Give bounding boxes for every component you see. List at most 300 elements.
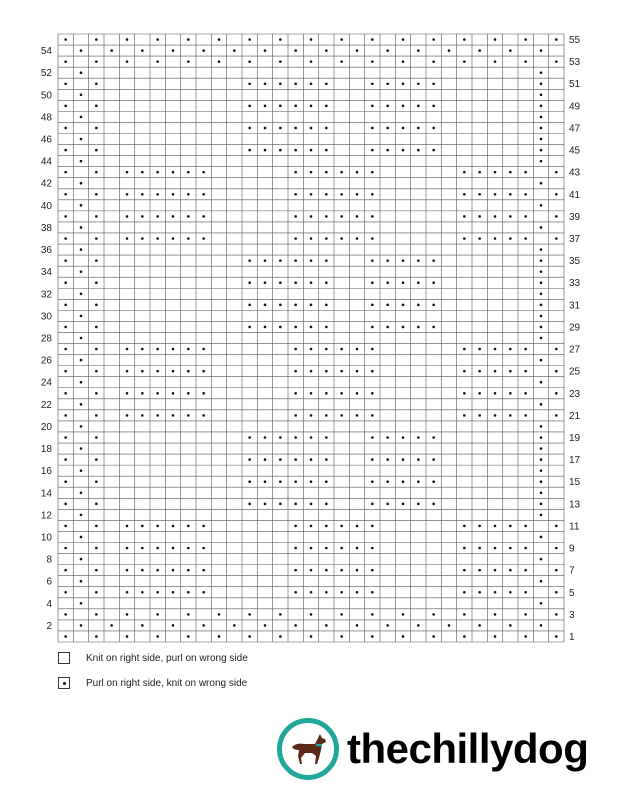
row-number-left: 10	[40, 532, 52, 544]
purl-stitch	[294, 149, 297, 152]
purl-stitch	[540, 49, 543, 52]
row-number-right: 11	[569, 521, 580, 533]
purl-stitch	[218, 635, 221, 638]
purl-stitch	[248, 259, 251, 262]
purl-stitch	[463, 193, 466, 196]
purl-stitch	[356, 215, 359, 218]
purl-stitch	[371, 38, 374, 41]
purl-stitch	[156, 414, 159, 417]
purl-stitch	[80, 315, 83, 318]
purl-stitch	[402, 436, 405, 439]
purl-stitch	[509, 370, 512, 373]
purl-stitch	[95, 458, 98, 461]
purl-stitch	[540, 226, 543, 229]
purl-stitch	[540, 337, 543, 340]
purl-stitch	[340, 193, 343, 196]
purl-stitch	[356, 569, 359, 572]
purl-stitch	[371, 105, 374, 108]
legend-purl-label: Purl on right side, knit on wrong side	[86, 677, 248, 689]
purl-stitch	[524, 348, 527, 351]
purl-stitch	[80, 71, 83, 74]
purl-stitch	[417, 458, 420, 461]
purl-stitch	[340, 414, 343, 417]
purl-stitch	[340, 547, 343, 550]
row-number-left: 42	[40, 178, 52, 190]
row-number-left: 12	[40, 510, 52, 522]
purl-stitch	[172, 569, 175, 572]
purl-stitch	[64, 149, 67, 152]
purl-stitch	[126, 525, 129, 528]
purl-stitch	[478, 370, 481, 373]
purl-stitch	[325, 569, 328, 572]
purl-stitch	[540, 381, 543, 384]
purl-stitch	[524, 547, 527, 550]
purl-stitch	[80, 116, 83, 119]
purl-stitch	[325, 547, 328, 550]
purl-stitch	[218, 613, 221, 616]
purl-stitch	[279, 60, 282, 63]
purl-stitch	[310, 259, 313, 262]
purl-stitch	[310, 436, 313, 439]
purl-stitch	[187, 348, 190, 351]
purl-stitch	[417, 304, 420, 307]
purl-stitch	[80, 160, 83, 163]
purl-stitch	[95, 237, 98, 240]
purl-stitch	[555, 370, 558, 373]
purl-stitch	[64, 38, 67, 41]
row-number-right: 27	[569, 344, 581, 356]
purl-stitch	[141, 392, 144, 395]
row-number-left: 32	[40, 289, 52, 301]
purl-stitch	[417, 624, 420, 627]
purl-stitch	[371, 370, 374, 373]
purl-stitch	[64, 635, 67, 638]
purl-stitch	[463, 613, 466, 616]
purl-stitch	[279, 635, 282, 638]
purl-stitch	[524, 370, 527, 373]
purl-stitch	[325, 281, 328, 284]
purl-stitch	[264, 49, 267, 52]
purl-stitch	[264, 480, 267, 483]
purl-stitch	[371, 525, 374, 528]
purl-stitch	[478, 49, 481, 52]
purl-stitch	[432, 281, 435, 284]
purl-stitch	[64, 613, 67, 616]
purl-stitch	[463, 569, 466, 572]
purl-stitch	[141, 193, 144, 196]
purl-stitch	[172, 49, 175, 52]
purl-stitch	[264, 127, 267, 130]
legend-purl	[58, 677, 247, 689]
purl-stitch	[80, 292, 83, 295]
purl-stitch	[294, 82, 297, 85]
purl-stitch	[172, 414, 175, 417]
purl-stitch	[356, 525, 359, 528]
purl-stitch	[264, 503, 267, 506]
purl-stitch	[126, 591, 129, 594]
row-number-left: 18	[40, 444, 52, 456]
purl-stitch	[540, 403, 543, 406]
purl-stitch	[279, 458, 282, 461]
purl-stitch	[402, 281, 405, 284]
knit-symbol-icon	[58, 652, 70, 664]
purl-stitch	[126, 635, 129, 638]
row-number-right: 53	[569, 57, 581, 69]
purl-stitch	[402, 127, 405, 130]
purl-stitch	[540, 480, 543, 483]
purl-stitch	[371, 193, 374, 196]
purl-stitch	[356, 171, 359, 174]
purl-stitch	[325, 326, 328, 329]
purl-stitch	[555, 60, 558, 63]
purl-stitch	[432, 326, 435, 329]
purl-stitch	[509, 525, 512, 528]
purl-stitch	[95, 547, 98, 550]
purl-stitch	[432, 105, 435, 108]
purl-stitch	[294, 237, 297, 240]
purl-stitch	[126, 370, 129, 373]
purl-stitch	[264, 82, 267, 85]
purl-stitch	[310, 215, 313, 218]
purl-stitch	[478, 193, 481, 196]
purl-stitch	[478, 237, 481, 240]
row-number-left: 36	[40, 245, 52, 257]
purl-stitch	[248, 458, 251, 461]
purl-stitch	[110, 624, 113, 627]
purl-stitch	[80, 337, 83, 340]
purl-stitch	[325, 503, 328, 506]
purl-stitch	[432, 503, 435, 506]
purl-stitch	[356, 370, 359, 373]
purl-stitch	[248, 127, 251, 130]
purl-stitch	[294, 304, 297, 307]
purl-stitch	[310, 635, 313, 638]
purl-stitch	[126, 392, 129, 395]
purl-stitch	[95, 281, 98, 284]
purl-stitch	[64, 480, 67, 483]
purl-stitch	[478, 348, 481, 351]
purl-stitch	[264, 259, 267, 262]
purl-stitch	[64, 503, 67, 506]
row-number-right: 13	[569, 499, 581, 511]
purl-stitches	[64, 38, 557, 638]
purl-stitch	[340, 569, 343, 572]
purl-stitch	[64, 414, 67, 417]
purl-stitch	[202, 370, 205, 373]
purl-stitch	[540, 315, 543, 318]
purl-stitch	[64, 392, 67, 395]
purl-stitch	[540, 105, 543, 108]
purl-stitch	[64, 348, 67, 351]
purl-stitch	[325, 525, 328, 528]
purl-stitch	[294, 436, 297, 439]
purl-stitch	[524, 237, 527, 240]
purl-stitch	[264, 436, 267, 439]
purl-stitch	[402, 38, 405, 41]
purl-stitch	[540, 436, 543, 439]
purl-stitch	[386, 82, 389, 85]
purl-stitch	[126, 193, 129, 196]
purl-stitch	[279, 436, 282, 439]
purl-stitch	[95, 569, 98, 572]
purl-stitch	[64, 436, 67, 439]
purl-stitch	[126, 171, 129, 174]
row-number-right: 7	[569, 565, 575, 577]
purl-stitch	[555, 171, 558, 174]
purl-stitch	[540, 469, 543, 472]
purl-stitch	[371, 635, 374, 638]
purl-stitch	[64, 525, 67, 528]
purl-stitch	[141, 49, 144, 52]
purl-stitch	[402, 149, 405, 152]
purl-stitch	[540, 149, 543, 152]
purl-stitch	[371, 304, 374, 307]
purl-stitch	[325, 370, 328, 373]
purl-stitch	[463, 215, 466, 218]
purl-stitch	[80, 425, 83, 428]
purl-stitch	[555, 38, 558, 41]
purl-stitch	[509, 171, 512, 174]
purl-stitch	[248, 60, 251, 63]
purl-stitch	[540, 425, 543, 428]
purl-stitch	[325, 304, 328, 307]
purl-stitch	[95, 193, 98, 196]
purl-stitch	[494, 348, 497, 351]
purl-stitch	[371, 414, 374, 417]
row-number-left: 48	[40, 112, 52, 124]
row-number-right: 9	[569, 543, 575, 555]
purl-stitch	[310, 458, 313, 461]
purl-stitch	[141, 591, 144, 594]
purl-stitch	[187, 60, 190, 63]
purl-stitch	[540, 182, 543, 185]
purl-stitch	[540, 281, 543, 284]
dog-icon	[282, 723, 334, 775]
purl-stitch	[386, 49, 389, 52]
purl-stitch	[478, 624, 481, 627]
purl-stitch	[294, 215, 297, 218]
row-number-left: 52	[40, 68, 52, 80]
purl-stitch	[509, 348, 512, 351]
purl-stitch	[294, 281, 297, 284]
purl-stitch	[264, 326, 267, 329]
row-number-left: 34	[40, 267, 52, 279]
purl-stitch	[371, 591, 374, 594]
purl-stitch	[325, 392, 328, 395]
purl-stitch	[325, 458, 328, 461]
purl-stitch	[310, 392, 313, 395]
purl-stitch	[294, 127, 297, 130]
purl-stitch	[202, 171, 205, 174]
purl-stitch	[325, 436, 328, 439]
row-number-right: 1	[569, 631, 575, 643]
purl-stitch	[64, 237, 67, 240]
purl-stitch	[294, 193, 297, 196]
purl-stitch	[126, 38, 129, 41]
purl-stitch	[386, 127, 389, 130]
purl-stitch	[325, 105, 328, 108]
purl-stitch	[310, 503, 313, 506]
purl-stitch	[187, 569, 190, 572]
purl-stitch	[248, 635, 251, 638]
purl-stitch	[64, 60, 67, 63]
purl-stitch	[524, 60, 527, 63]
purl-stitch	[463, 38, 466, 41]
purl-stitch	[356, 591, 359, 594]
row-number-left: 54	[40, 46, 52, 58]
purl-stitch	[141, 348, 144, 351]
purl-stitch	[294, 392, 297, 395]
purl-stitch	[172, 370, 175, 373]
purl-stitch	[494, 237, 497, 240]
purl-stitch	[417, 503, 420, 506]
purl-stitch	[371, 613, 374, 616]
purl-stitch	[356, 237, 359, 240]
purl-stitch	[371, 480, 374, 483]
purl-stitch	[540, 127, 543, 130]
purl-stitch	[386, 436, 389, 439]
purl-stitch	[202, 525, 205, 528]
purl-stitch	[233, 624, 236, 627]
purl-stitch	[95, 105, 98, 108]
purl-stitch	[524, 193, 527, 196]
purl-stitch	[202, 414, 205, 417]
purl-stitch	[478, 171, 481, 174]
purl-stitch	[356, 547, 359, 550]
purl-stitch	[172, 547, 175, 550]
purl-stitch	[509, 569, 512, 572]
row-number-right: 23	[569, 388, 581, 400]
purl-stitch	[555, 392, 558, 395]
purl-stitch	[509, 49, 512, 52]
purl-stitch	[402, 635, 405, 638]
purl-stitch	[172, 392, 175, 395]
row-number-left: 4	[46, 598, 52, 610]
purl-stitch	[356, 49, 359, 52]
row-number-left: 2	[46, 620, 52, 632]
purl-stitch	[386, 259, 389, 262]
purl-stitch	[540, 558, 543, 561]
purl-stitch	[325, 149, 328, 152]
purl-stitch	[110, 49, 113, 52]
purl-stitch	[141, 215, 144, 218]
purl-stitch	[248, 82, 251, 85]
purl-stitch	[555, 215, 558, 218]
purl-stitch	[279, 281, 282, 284]
row-number-left: 24	[40, 377, 52, 389]
row-number-right: 33	[569, 278, 581, 290]
purl-stitch	[80, 469, 83, 472]
purl-stitch	[478, 414, 481, 417]
purl-stitch	[64, 370, 67, 373]
purl-stitch	[80, 204, 83, 207]
purl-stitch	[524, 392, 527, 395]
purl-stitch	[310, 525, 313, 528]
purl-stitch	[402, 503, 405, 506]
purl-stitch	[126, 414, 129, 417]
purl-stitch	[141, 547, 144, 550]
purl-stitch	[248, 149, 251, 152]
purl-stitch	[156, 591, 159, 594]
purl-stitch	[509, 414, 512, 417]
purl-stitch	[80, 182, 83, 185]
purl-stitch	[386, 503, 389, 506]
purl-stitch	[432, 127, 435, 130]
purl-stitch	[432, 149, 435, 152]
purl-stitch	[248, 304, 251, 307]
purl-stitch	[386, 149, 389, 152]
purl-stitch	[340, 171, 343, 174]
row-number-left: 16	[40, 466, 52, 478]
row-number-left: 28	[40, 333, 52, 345]
purl-stitch	[417, 149, 420, 152]
purl-stitch	[478, 591, 481, 594]
chart-grid	[58, 34, 564, 642]
purl-stitch	[294, 414, 297, 417]
row-number-left: 40	[40, 200, 52, 212]
purl-stitch	[540, 359, 543, 362]
purl-stitch	[540, 292, 543, 295]
row-number-right: 5	[569, 587, 575, 599]
purl-stitch	[540, 602, 543, 605]
purl-stitch	[509, 392, 512, 395]
purl-stitch	[294, 458, 297, 461]
purl-stitch	[187, 38, 190, 41]
purl-stitch	[478, 525, 481, 528]
purl-stitch	[540, 259, 543, 262]
purl-stitch	[264, 304, 267, 307]
purl-stitch	[156, 569, 159, 572]
purl-stitch	[80, 270, 83, 273]
purl-stitch	[95, 414, 98, 417]
purl-stitch	[540, 624, 543, 627]
purl-stitch	[126, 60, 129, 63]
purl-stitch	[494, 60, 497, 63]
purl-stitch	[172, 215, 175, 218]
purl-stitch	[202, 392, 205, 395]
purl-stitch	[187, 392, 190, 395]
purl-stitch	[555, 635, 558, 638]
purl-stitch	[279, 127, 282, 130]
purl-stitch	[325, 82, 328, 85]
purl-stitch	[156, 370, 159, 373]
purl-stitch	[141, 569, 144, 572]
purl-stitch	[524, 171, 527, 174]
purl-stitch	[80, 514, 83, 517]
purl-stitch	[64, 215, 67, 218]
purl-stitch	[340, 348, 343, 351]
row-number-right: 25	[569, 366, 581, 378]
purl-stitch	[310, 480, 313, 483]
purl-stitch	[540, 326, 543, 329]
purl-stitch	[64, 458, 67, 461]
purl-stitch	[463, 547, 466, 550]
purl-stitch	[95, 436, 98, 439]
purl-stitch	[371, 281, 374, 284]
purl-stitch	[463, 591, 466, 594]
purl-stitch	[432, 82, 435, 85]
purl-stitch	[64, 82, 67, 85]
purl-stitch	[417, 326, 420, 329]
purl-stitch	[310, 171, 313, 174]
purl-stitch	[555, 414, 558, 417]
purl-stitch	[202, 624, 205, 627]
purl-stitch	[156, 348, 159, 351]
purl-stitch	[80, 536, 83, 539]
purl-stitch	[310, 304, 313, 307]
purl-stitch	[417, 480, 420, 483]
purl-stitch	[141, 525, 144, 528]
